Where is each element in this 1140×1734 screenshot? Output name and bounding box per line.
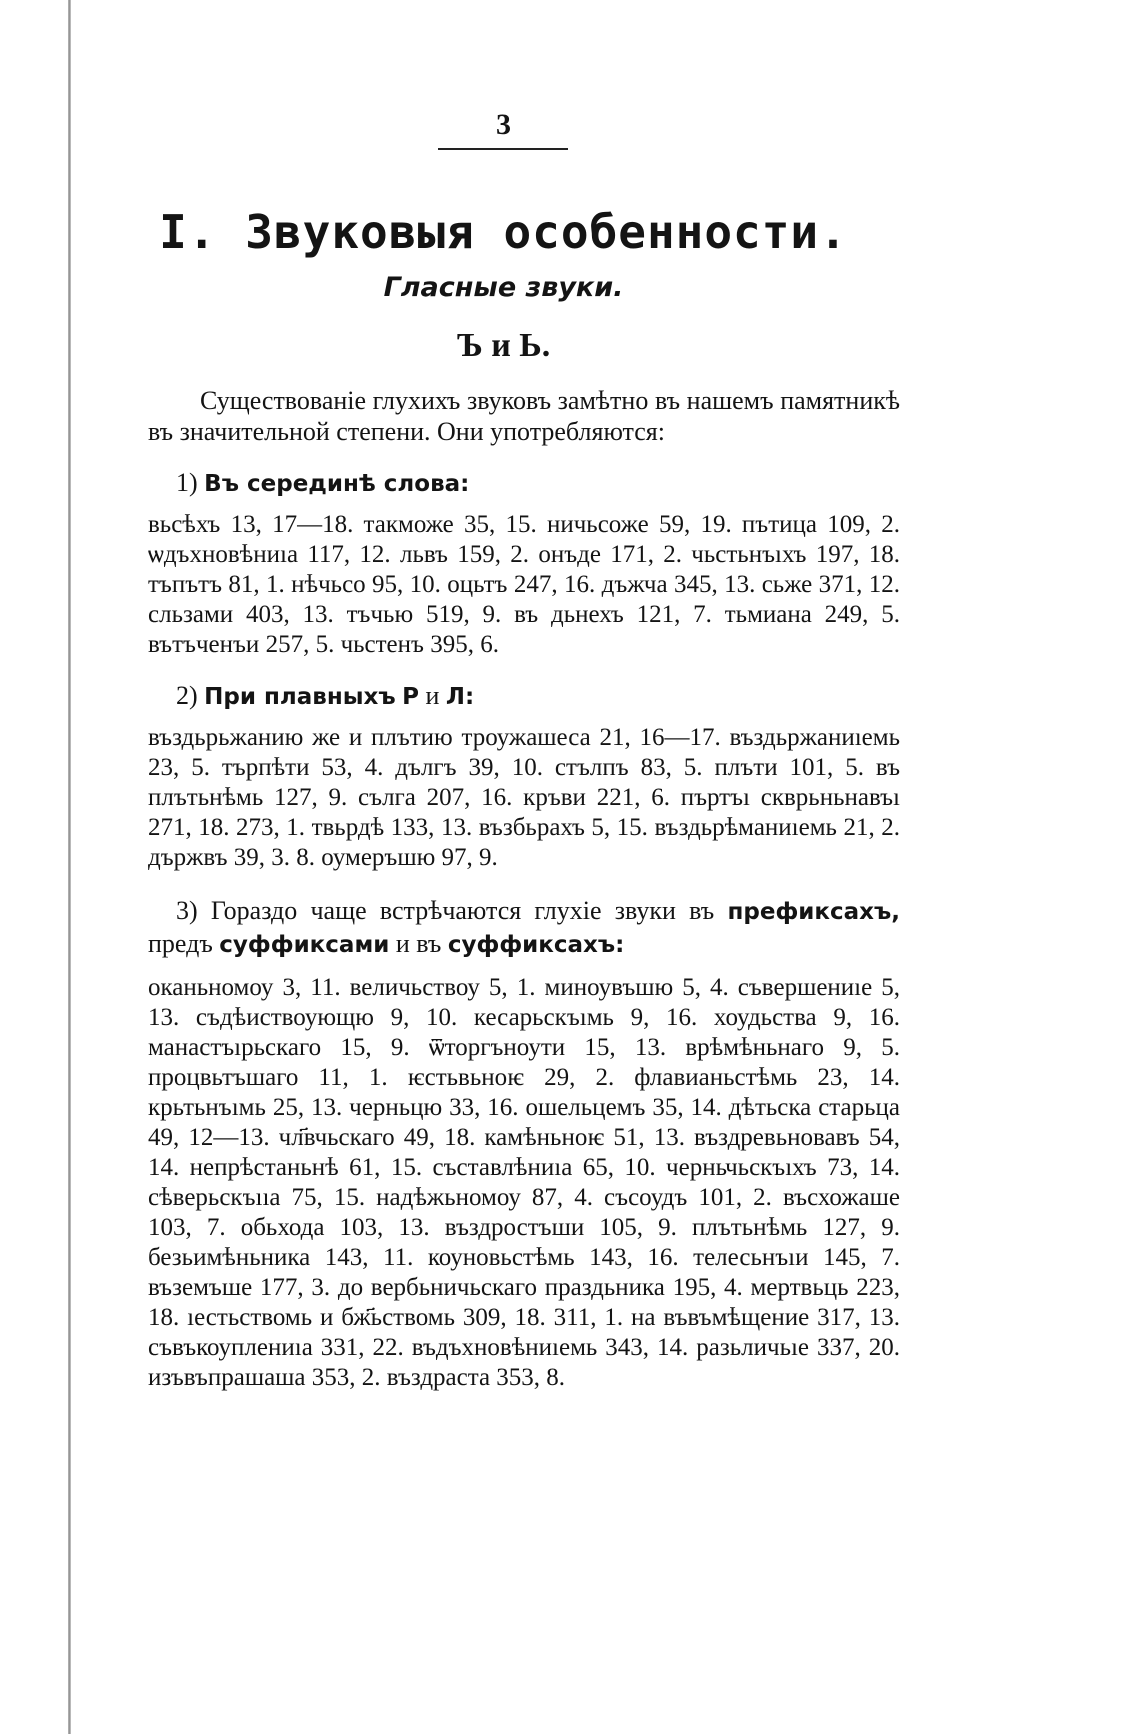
section-3-text-c: и въ xyxy=(395,929,442,958)
page-number-rule xyxy=(438,148,568,150)
section-2-letter-r: Р xyxy=(402,684,419,710)
section-3-bold-in-suffixes: суффиксахъ: xyxy=(447,932,625,958)
section-1-heading xyxy=(148,467,900,500)
section-2-number: 2) xyxy=(176,681,198,710)
section-1-number: 1) xyxy=(176,468,198,497)
section-2-letter-l: Л: xyxy=(445,684,475,710)
section-subtitle: Гласные звуки. xyxy=(383,272,624,303)
section-2-title: При плавныхъ xyxy=(204,684,396,710)
section-3-text-a: Гораздо чаще встрѣчаются глухіе звуки въ xyxy=(210,896,715,925)
section-2-conjunction: и xyxy=(425,681,440,710)
chapter-title: I. Звуковыя особенности. xyxy=(159,205,848,259)
subsection-heading: Ъ и Ь. xyxy=(456,327,551,364)
section-3-examples: оканьномоу 3, 11. величьствоу 5, 1. миноувъшю 5, 4. съвершениıе 5, 13. съдѣиствоующю 9, 10. кесарьскъıмь 9, 16. хоудьства 9, 16. манастъıрьскаго 15, 9. ѿторгъноути 15, 13. врѣмѣньнаго 9, 5. процвьтъшаго 11, 1. ѥстьвьноѥ 29, 2. флавианьстѣмь 23, 14. крьтьнъıмь 25, 13. черньцю 33, 16. ошельцемъ 35, 14. дѣтьска старьца 49, 12—13. чл҃вчьскаго 49, 18. камѣньноѥ 51, 13. въздревьновавъ 54, 14. непрѣстаньнѣ 61, 15. съставлѣниıа 65, 10. черньчьскъıхъ 73, 14. сѣверьскъııа 75, 15. надѣжьномоу 87, 4. съсоудъ 101, 2. въсхожаше 103, 7. обьхода 103, 13. въздростъши 105, 9. плътьнѣмь 127, 9. безьимѣньника 143, 11. коуновьстѣмь 143, 16. телесьнъıи 145, 7. въземъше 177, 3. до вербьничьскаго праздьника 195, 4. мертвьць 223, 18. ıестьствомь и бж҃ьствомь 309, 18. 311, 1. на въвъмѣщение 317, 13. съвъкоуплениıа 331, 22. въдъхновѣниıемь 343, 14. разьличьıе 337, 20. изъвъпрашаша 353, 2. въздраста 353, 8. xyxy=(148,974,900,1391)
section-2-examples: въздьрьжанию же и плътию троужашеса 21, 16—17. въздьржаниıемь 23, 5. търпѣти 53, 4. дългъ 39, 10. стълпъ 83, 5. плъти 101, 5. въ плътьнѣмь 127, 9. сългa 207, 16. кръви 221, 6. пъртъı скврьньнавъı 271, 18. 273, 1. твьрдѣ 133, 13. възбьрахъ 5, 15. въздьрѣманиıемь 21, 2. държвъ 39, 3. 8. оумеръшю 97, 9. xyxy=(148,724,900,871)
section-3-heading xyxy=(148,895,900,961)
section-3-number: 3) xyxy=(176,896,198,925)
section-2-heading xyxy=(148,680,900,713)
intro-paragraph: Существованіе глухихъ звуковъ замѣтно въ нашемъ памятникѣ въ значительной степени. Они употребляются: xyxy=(148,386,900,446)
section-3-bold-suffixes: суффиксами xyxy=(219,932,390,958)
section-1-title: Въ серединѣ слова: xyxy=(204,471,470,497)
book-spine-shadow xyxy=(68,0,71,1734)
section-3-bold-prefixes: префиксахъ, xyxy=(727,899,900,925)
section-3-text-b: предъ xyxy=(148,929,213,958)
page-body xyxy=(148,385,900,1393)
page-number: 3 xyxy=(496,108,511,141)
section-1-examples: вьсѣхъ 13, 17—18. такможе 35, 15. ничьсоже 59, 19. пътица 109, 2. ѡдъхновѣниıа 117, 12. львъ 159, 2. онъде 171, 2. чьстьнъıхъ 197, 18. тъпътъ 81, 1. нѣчьсо 95, 10. оцьтъ 247, 16. дъжча 345, 13. сьже 371, 12. сльзами 403, 13. тъчью 519, 9. въ дьнехъ 121, 7. тьмиана 249, 5. вътъченъи 257, 5. чьстенъ 395, 6. xyxy=(148,511,900,658)
